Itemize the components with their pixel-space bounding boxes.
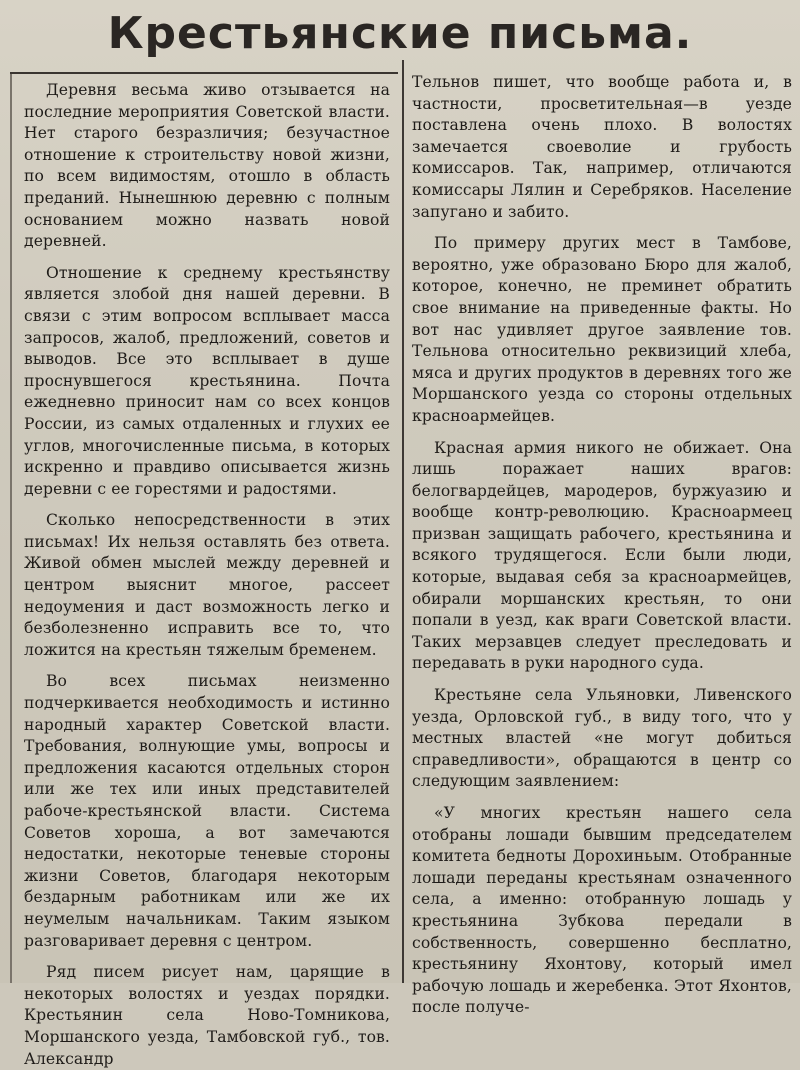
left-column: [24, 72, 390, 1068]
headline: Крестьянские письма.: [107, 8, 693, 59]
paragraph: Деревня весьма живо отзывается на последние мероприятия Советской власти. Нет старого безразличия; безучастное отношение к строительству новой жизни, по всем видимостям, отошло в область преданий. Нынешнюю деревню с полным основанием можно назвать новой деревней.: [24, 81, 390, 251]
quoted-letter: «У многих крестьян нашего села отобраны лошади бывшим председателем комитета бедноты Дорохиньым. Отобранные лошади переданы крестьянам означенного села, а именно: отобранную лошадь у крестьянина Зубкова передали в собственность, совершенно бесплатно, крестьянину Яхонтову, который имел рабочую лошадь и жеребенка. Этот Яхонтов, после получе-: [412, 804, 792, 1017]
paragraph: Сколько непосредственности в этих письмах! Их нельзя оставлять без ответа. Живой обмен мыслей между деревней и центром выяснит многое, рассеет недоумения и даст возможность легко и безболезненно исправить все то, что ложится на крестьян тяжелым бременем.: [24, 511, 390, 659]
paragraph: Красная армия никого не обижает. Она лишь поражает наших врагов: белогвардейцев, мародеров, буржуазию и вообще контр-революцию. Красноармеец призван защищать рабочего, крестьянина и всякого трудящегося. Если были люди, которые, выдавая себя за красноармейцев, обирали моршанских крестьян, то они попали в уезд, как враги Советской власти. Таких мерзавцев следует преследовать и передавать в руки народного суда.: [412, 438, 792, 673]
paragraph: По примеру других мест в Тамбове, вероятно, уже образовано Бюро для жалоб, которое, конечно, не преминет обратить свое внимание на приведенные факты. Но вот нас удивляет другое заявление тов. Тельнова относительно реквизиций хлеба, мяса и других продуктов в деревнях того же Моршанского уезда со стороны отдельных красноармейцев.: [412, 234, 792, 425]
paragraph: Тельнов пишет, что вообще работа и, в частности, просветительная—в уезде поставлена очень плохо. В волостях замечается своеволие и грубость комиссаров. Так, например, отличаются комиссары Лялин и Серебряков. Население запугано и забито.: [412, 73, 792, 221]
left-edge-line: [10, 74, 12, 983]
paragraph: Отношение к среднему крестьянству является злобой дня нашей деревни. В связи с этим вопросом всплывает масса запросов, жалоб, предложений, советов и выводов. Все это всплывает в душе проснувшегося крестьянина. Почта ежедневно приносит нам со всех концов России, из самых отдаленных и глухих ее углов, многочисленные письма, в которых искренно и правдиво описывается жизнь деревни с ее горестями и радостями.: [24, 263, 390, 498]
right-column: [412, 72, 792, 1017]
column-divider: [402, 60, 404, 983]
paragraph: Ряд писем рисует нам, царящие в некоторых волостях и уездах порядки. Крестьянин села Ново-Томникова, Моршанского уезда, Тамбовской губ., тов. Александр: [24, 963, 390, 1068]
paragraph: Во всех письмах неизменно подчеркивается необходимость и истинно народный характер Советской власти. Требования, волнующие умы, вопросы и предложения касаются отдельных сторон или же тех или иных представителей рабоче-крестьянской власти. Система Советов хороша, а вот замечаются недостатки, некоторые теневые стороны жизни Советов, благодаря некоторым бездарным работникам или же их неумелым начальникам. Таким языком разговаривает деревня с центром.: [24, 672, 390, 950]
paragraph: Крестьяне села Ульяновки, Ливенского уезда, Орловской губ., в виду того, что у местных властей «не могут добиться справедливости», обращаются в центр со следующим заявлением:: [412, 686, 792, 791]
